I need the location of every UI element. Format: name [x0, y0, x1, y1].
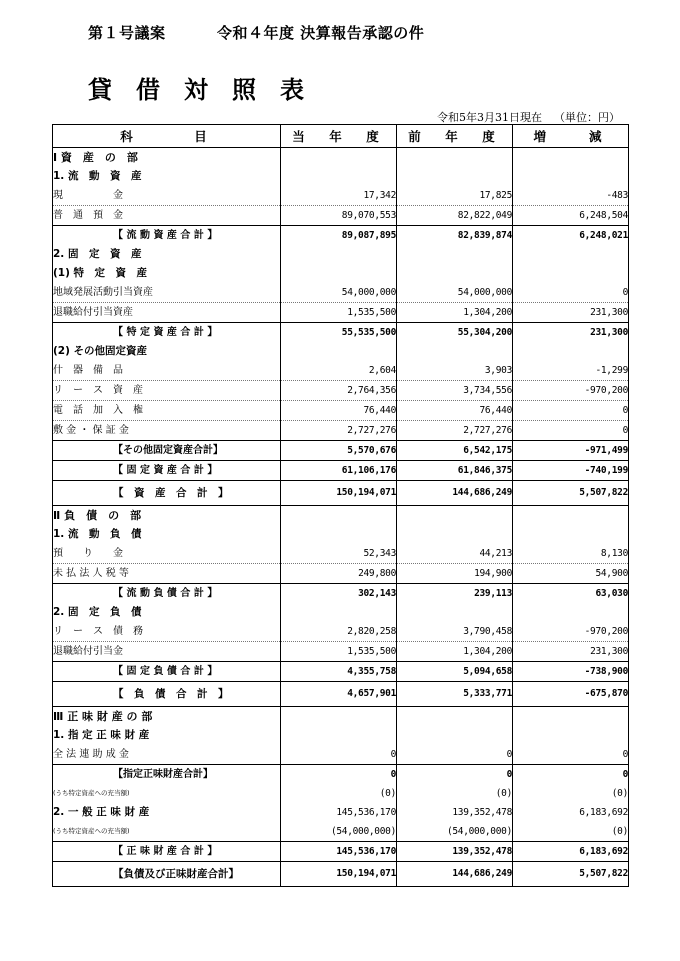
- value-prev: 82,839,874: [397, 226, 513, 246]
- value-prev: [397, 506, 513, 526]
- value-cur: [281, 245, 397, 264]
- value-prev: 17,825: [397, 186, 513, 206]
- value-cur: 145,536,170: [281, 803, 397, 822]
- title-char: 照: [232, 76, 256, 104]
- value-prev: 44,213: [397, 544, 513, 564]
- value-cur: (54,000,000): [281, 822, 397, 842]
- value-cur: 302,143: [281, 584, 397, 604]
- value-diff: [513, 167, 629, 186]
- value-diff: 5,507,822: [513, 862, 629, 887]
- row-label: (2) その他固定資産: [53, 345, 148, 358]
- value-cur: 145,536,170: [281, 842, 397, 862]
- value-cur: 1,535,500: [281, 642, 397, 662]
- value-prev: 76,440: [397, 401, 513, 421]
- value-cur: 249,800: [281, 564, 397, 584]
- row-label: 【負債及び正味財産合計】: [53, 862, 281, 887]
- value-cur: 0: [281, 745, 397, 765]
- table-row: [53, 622, 629, 642]
- row-label: 【その他固定資産合計】: [53, 441, 281, 461]
- table-row: [53, 283, 629, 303]
- row-label: 【 負 債 合 計 】: [53, 682, 281, 707]
- value-cur: [281, 167, 397, 186]
- row-label: (うち特定資産への充当額): [53, 827, 130, 836]
- value-prev: 0: [397, 745, 513, 765]
- value-prev: 1,304,200: [397, 642, 513, 662]
- value-prev: 82,822,049: [397, 206, 513, 226]
- table-row: [53, 822, 629, 842]
- table-row: [53, 525, 629, 544]
- title-char: 表: [280, 76, 304, 104]
- value-prev: 3,903: [397, 361, 513, 381]
- unit-label: （単位：円）: [554, 111, 620, 124]
- row-label: 1. 流 動 資 産: [53, 170, 142, 183]
- value-cur: 2,820,258: [281, 622, 397, 642]
- table-row: [53, 584, 629, 604]
- value-diff: [513, 525, 629, 544]
- table-row: [53, 803, 629, 822]
- value-diff: 0: [513, 745, 629, 765]
- table-row: [53, 303, 629, 323]
- value-diff: 5,507,822: [513, 481, 629, 506]
- value-prev: [397, 726, 513, 745]
- value-prev: [397, 167, 513, 186]
- balance-sheet-table: [52, 124, 629, 887]
- row-label: 全 法 連 助 成 金: [53, 748, 129, 760]
- as-of-date: 令和5年3月31日現在: [437, 111, 542, 124]
- value-cur: [281, 506, 397, 526]
- row-label: 敷 金 ・ 保 証 金: [53, 424, 129, 436]
- value-diff: [513, 264, 629, 283]
- row-label: 【 特 定 資 産 合 計 】: [53, 323, 281, 343]
- value-diff: 231,300: [513, 323, 629, 343]
- table-row: [53, 603, 629, 622]
- table-row: [53, 481, 629, 506]
- row-label: Ⅲ 正 味 財 産 の 部: [53, 710, 153, 723]
- value-cur: 150,194,071: [281, 481, 397, 506]
- value-cur: [281, 603, 397, 622]
- table-row: [53, 441, 629, 461]
- table-row: [53, 461, 629, 481]
- agenda-number: 第１号議案: [88, 24, 166, 42]
- value-prev: 6,542,175: [397, 441, 513, 461]
- table-row: [53, 167, 629, 186]
- row-label: 2. 固 定 資 産: [53, 248, 142, 261]
- value-cur: 5,570,676: [281, 441, 397, 461]
- table-row: [53, 682, 629, 707]
- value-diff: (0): [513, 784, 629, 803]
- value-cur: [281, 707, 397, 727]
- value-cur: [281, 342, 397, 361]
- value-diff: (0): [513, 822, 629, 842]
- table-row: [53, 726, 629, 745]
- value-diff: -483: [513, 186, 629, 206]
- table-row: [53, 765, 629, 785]
- value-diff: -971,499: [513, 441, 629, 461]
- table-row: [53, 421, 629, 441]
- value-cur: (0): [281, 784, 397, 803]
- row-label: リ ー ス 債 務: [53, 622, 281, 642]
- value-cur: 89,070,553: [281, 206, 397, 226]
- value-cur: 76,440: [281, 401, 397, 421]
- value-diff: -970,200: [513, 622, 629, 642]
- row-label: Ⅱ 負 債 の 部: [53, 509, 142, 522]
- value-cur: 4,355,758: [281, 662, 397, 682]
- value-diff: -738,900: [513, 662, 629, 682]
- row-label: 2. 固 定 負 債: [53, 606, 142, 619]
- table-row: [53, 342, 629, 361]
- row-label: (うち特定資産への充当額): [53, 789, 130, 798]
- value-diff: 231,300: [513, 642, 629, 662]
- value-diff: -970,200: [513, 381, 629, 401]
- row-label: 未 払 法 人 税 等: [53, 567, 129, 579]
- value-prev: 239,113: [397, 584, 513, 604]
- value-cur: 4,657,901: [281, 682, 397, 707]
- document-heading: [88, 22, 424, 43]
- value-prev: 3,790,458: [397, 622, 513, 642]
- table-row: [53, 361, 629, 381]
- value-cur: 61,106,176: [281, 461, 397, 481]
- table-row: [53, 662, 629, 682]
- table-row: [53, 842, 629, 862]
- table-row: [53, 206, 629, 226]
- value-cur: [281, 264, 397, 283]
- value-prev: 2,727,276: [397, 421, 513, 441]
- value-cur: 17,342: [281, 186, 397, 206]
- value-cur: 54,000,000: [281, 283, 397, 303]
- value-prev: (0): [397, 784, 513, 803]
- row-label: 預 り 金: [53, 544, 281, 564]
- row-label: 現 金: [53, 186, 281, 206]
- value-prev: (54,000,000): [397, 822, 513, 842]
- table-row: [53, 745, 629, 765]
- value-cur: 150,194,071: [281, 862, 397, 887]
- table-row: [53, 186, 629, 206]
- header-previous-year: 前 年 度: [397, 125, 513, 148]
- row-label: 【指定正味財産合計】: [53, 765, 281, 785]
- header-current-year: 当 年 度: [281, 125, 397, 148]
- row-label: 地域発展活動引当資産: [53, 283, 281, 303]
- title-char: 借: [136, 76, 160, 104]
- value-diff: [513, 148, 629, 168]
- value-diff: [513, 603, 629, 622]
- value-diff: 63,030: [513, 584, 629, 604]
- row-label: 【 固 定 負 債 合 計 】: [53, 662, 281, 682]
- value-diff: 0: [513, 421, 629, 441]
- table-row: [53, 245, 629, 264]
- value-cur: 2,604: [281, 361, 397, 381]
- value-diff: 8,130: [513, 544, 629, 564]
- value-diff: 6,248,021: [513, 226, 629, 246]
- value-prev: 139,352,478: [397, 842, 513, 862]
- title-char: 貸: [88, 76, 112, 104]
- row-label: 2. 一 般 正 味 財 産: [53, 806, 150, 819]
- row-label: (1) 特 定 資 産: [53, 267, 148, 280]
- table-row: [53, 862, 629, 887]
- value-diff: -1,299: [513, 361, 629, 381]
- value-prev: 3,734,556: [397, 381, 513, 401]
- value-cur: [281, 525, 397, 544]
- value-diff: [513, 707, 629, 727]
- value-cur: 89,087,895: [281, 226, 397, 246]
- value-prev: 144,686,249: [397, 862, 513, 887]
- row-label: 普 通 預 金: [53, 209, 123, 221]
- row-label: 【 資 産 合 計 】: [53, 481, 281, 506]
- value-cur: [281, 726, 397, 745]
- value-diff: 6,183,692: [513, 803, 629, 822]
- value-prev: 55,304,200: [397, 323, 513, 343]
- table-row: [53, 226, 629, 246]
- value-diff: 0: [513, 765, 629, 785]
- row-label: Ⅰ 資 産 の 部: [53, 151, 138, 164]
- title-char: 対: [184, 76, 208, 104]
- value-diff: 0: [513, 401, 629, 421]
- table-row: [53, 264, 629, 283]
- value-diff: [513, 506, 629, 526]
- value-diff: [513, 245, 629, 264]
- value-diff: 0: [513, 283, 629, 303]
- value-prev: 139,352,478: [397, 803, 513, 822]
- value-cur: 2,727,276: [281, 421, 397, 441]
- table-row: [53, 642, 629, 662]
- row-label: 什 器 備 品: [53, 361, 281, 381]
- table-row: [53, 381, 629, 401]
- value-prev: 0: [397, 765, 513, 785]
- value-diff: 231,300: [513, 303, 629, 323]
- value-cur: 2,764,356: [281, 381, 397, 401]
- value-diff: -675,870: [513, 682, 629, 707]
- value-cur: 0: [281, 765, 397, 785]
- value-diff: 54,900: [513, 564, 629, 584]
- table-header-row: [53, 125, 629, 148]
- table-row: [53, 564, 629, 584]
- row-label: 1. 指 定 正 味 財 産: [53, 729, 150, 742]
- value-diff: 6,248,504: [513, 206, 629, 226]
- row-label: リ ー ス 資 産: [53, 381, 281, 401]
- value-diff: -740,199: [513, 461, 629, 481]
- value-diff: [513, 342, 629, 361]
- value-prev: 5,094,658: [397, 662, 513, 682]
- table-row: [53, 323, 629, 343]
- value-prev: 1,304,200: [397, 303, 513, 323]
- value-prev: 5,333,771: [397, 682, 513, 707]
- table-row: [53, 148, 629, 168]
- row-label: 電 話 加 入 権: [53, 401, 281, 421]
- value-prev: [397, 603, 513, 622]
- value-prev: 194,900: [397, 564, 513, 584]
- value-diff: [513, 726, 629, 745]
- value-prev: [397, 264, 513, 283]
- value-cur: 1,535,500: [281, 303, 397, 323]
- row-label: 【 正 味 財 産 合 計 】: [53, 842, 281, 862]
- table-row: [53, 506, 629, 526]
- table-row: [53, 784, 629, 803]
- page-title: [88, 70, 328, 105]
- row-label: 【 流 動 負 債 合 計 】: [53, 584, 281, 604]
- agenda-subject: 令和４年度 決算報告承認の件: [216, 24, 425, 42]
- value-prev: 144,686,249: [397, 481, 513, 506]
- value-prev: [397, 525, 513, 544]
- row-label: 【 固 定 資 産 合 計 】: [53, 461, 281, 481]
- value-prev: [397, 707, 513, 727]
- value-diff: 6,183,692: [513, 842, 629, 862]
- as-of-line: [437, 109, 620, 125]
- value-cur: [281, 148, 397, 168]
- value-prev: [397, 245, 513, 264]
- row-label: 【 流 動 資 産 合 計 】: [53, 226, 281, 246]
- header-item: 科 目: [53, 125, 281, 148]
- header-change: 増 減: [513, 125, 629, 148]
- table-row: [53, 544, 629, 564]
- value-cur: 55,535,500: [281, 323, 397, 343]
- row-label: 1. 流 動 負 債: [53, 528, 142, 541]
- table-row: [53, 401, 629, 421]
- value-prev: [397, 342, 513, 361]
- value-prev: 61,846,375: [397, 461, 513, 481]
- value-prev: 54,000,000: [397, 283, 513, 303]
- row-label: 退職給付引当金: [53, 645, 123, 657]
- table-row: [53, 707, 629, 727]
- value-prev: [397, 148, 513, 168]
- row-label: 退職給付引当資産: [53, 306, 133, 318]
- value-cur: 52,343: [281, 544, 397, 564]
